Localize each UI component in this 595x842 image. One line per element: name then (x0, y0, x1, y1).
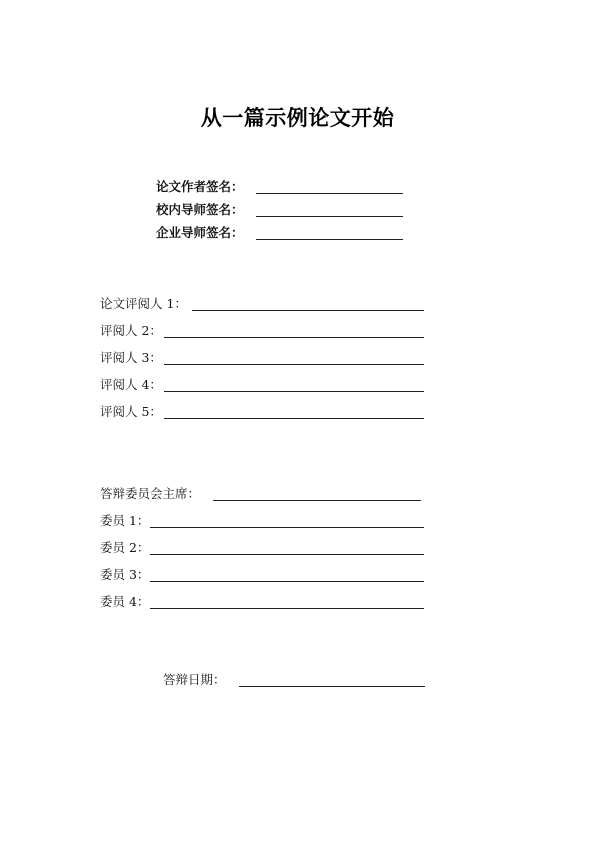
committee-member-row (100, 567, 426, 585)
reviewer-row (100, 296, 426, 314)
school-advisor-signature-line[interactable] (256, 216, 403, 217)
school-advisor-signature-label: 校内导师签名： (156, 202, 244, 217)
school-advisor-signature-row (156, 202, 406, 220)
committee-member-line[interactable] (150, 608, 424, 609)
reviewer-line[interactable] (164, 364, 424, 365)
author-signature-label: 论文作者签名： (156, 179, 244, 194)
reviewer-row (100, 323, 426, 341)
reviewer-line[interactable] (192, 310, 424, 311)
reviewer-row (100, 350, 426, 368)
committee-member-label: 委员 3： (100, 567, 150, 582)
committee-member-row (100, 594, 426, 612)
committee-member-line[interactable] (150, 554, 424, 555)
company-advisor-signature-label: 企业导师签名： (156, 225, 244, 240)
defense-date-row (163, 672, 427, 690)
company-advisor-signature-line[interactable] (256, 239, 403, 240)
company-advisor-signature-row (156, 225, 406, 243)
committee-member-line[interactable] (150, 527, 424, 528)
reviewer-row (100, 377, 426, 395)
committee-chair-row (100, 486, 426, 504)
defense-date-label: 答辩日期： (163, 672, 226, 687)
reviewer-line[interactable] (164, 337, 424, 338)
committee-chair-line[interactable] (213, 500, 421, 501)
reviewer-label: 评阅人 2： (100, 323, 162, 338)
committee-member-label: 委员 1： (100, 513, 150, 528)
committee-member-label: 委员 4： (100, 594, 150, 609)
reviewer-label: 论文评阅人 1： (100, 296, 187, 311)
author-signature-row (156, 179, 406, 197)
committee-member-row (100, 540, 426, 558)
committee-chair-label: 答辩委员会主席： (100, 486, 201, 501)
reviewer-line[interactable] (164, 391, 424, 392)
page-title: 从一篇示例论文开始 (200, 106, 395, 130)
defense-date-line[interactable] (239, 686, 425, 687)
committee-member-label: 委员 2： (100, 540, 150, 555)
reviewer-line[interactable] (164, 418, 424, 419)
reviewer-label: 评阅人 5： (100, 404, 162, 419)
author-signature-line[interactable] (256, 193, 403, 194)
reviewer-label: 评阅人 3： (100, 350, 162, 365)
committee-member-row (100, 513, 426, 531)
committee-member-line[interactable] (150, 581, 424, 582)
reviewer-label: 评阅人 4： (100, 377, 162, 392)
reviewer-row (100, 404, 426, 422)
